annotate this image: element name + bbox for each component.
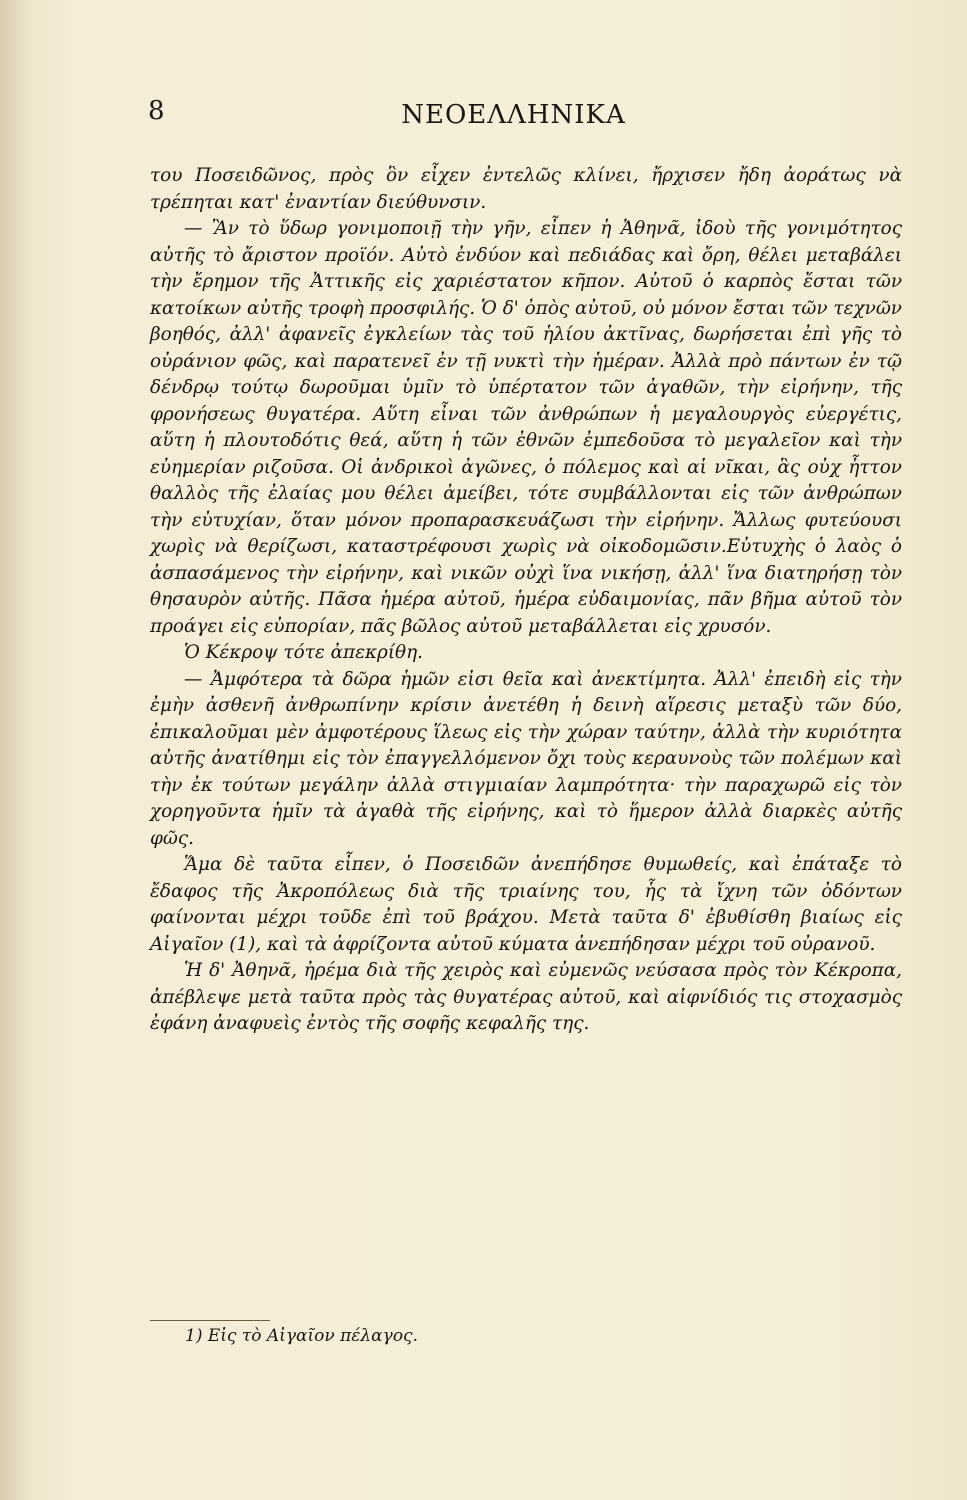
footnote: 1) Εἰς τὸ Αἰγαῖον πέλαγος. (185, 1326, 418, 1346)
paragraph-6: Ἡ δ' Ἀθηνᾶ, ἠρέμα διὰ τῆς χειρὸς καὶ εὐμενῶς νεύσασα πρὸς τὸν Κέκροπα, ἀπέβλεψε μετὰ ταῦτα πρὸς τὰς θυγατέρας αὐτοῦ, καὶ αἰφνίδιός τις στοχασμὸς ἐφάνη ἀναφυεὶς ἐντὸς τῆς σοφῆς κεφαλῆς της. (150, 960, 902, 1034)
binding-shadow (0, 0, 30, 1500)
page-number: 8 (148, 96, 165, 126)
footnote-rule (150, 1320, 270, 1321)
paragraph-4: — Ἀμφότερα τὰ δῶρα ἡμῶν εἰσι θεῖα καὶ ἀνεκτίμητα. Ἀλλ' ἐπειδὴ εἰς τὴν ἐμὴν ἀσθενῆ ἀνθρωπίνην κρίσιν ἀνετέθη ἡ δεινὴ αἵρεσις μεταξὺ τῶν δύο, ἐπικαλοῦμαι μὲν ἀμφοτέρους ἵλεως εἰς τὴν χώραν ταύτην, ἀλλὰ τὴν κυριότητα αὐτῆς ἀνατίθημι εἰς τὸν ἐπαγγελλόμενον ὄχι τοὺς κεραυνοὺς τῶν πολέμων καὶ τὴν ἐκ τούτων μεγάλην ἀλλὰ στιγμιαίαν λαμπρότητα· τὴν παραχωρῶ εἰς τὸν χορηγοῦντα ἡμῖν τὰ ἀγαθὰ τῆς εἰρήνης, καὶ τὸ ἥμερον ἀλλὰ διαρκὲς αὐτῆς φῶς. (150, 668, 902, 849)
running-title: ΝΕΟΕΛΛΗΝΙΚΑ (401, 100, 626, 130)
paragraph-3: Ὁ Κέκροψ τότε ἀπεκρίθη. (184, 642, 423, 663)
paragraph-2: — Ἂν τὸ ὕδωρ γονιμοποιῇ τὴν γῆν, εἶπεν ἡ Ἀθηνᾶ, ἰδοὺ τῆς γονιμότητος αὐτῆς τὸ ἄριστον προϊόν. Αὐτὸ ἐνδύον καὶ πεδιάδας καὶ ὄρη, θέλει μεταβάλει τὴν ἔρημον τῆς Ἀττικῆς εἰς χαριέστατον κῆπον. Αὐτοῦ ὁ καρπὸς ἔσται τῶν κατοίκων αὐτῆς τροφὴ προσφιλής. Ὁ δ' ὀπὸς αὐτοῦ, οὐ μόνον ἔσται τῶν τεχνῶν βοηθός, ἀλλ' ἀφανεῖς ἐγκλείων τὰς τοῦ ἡλίου ἀκτῖνας, δωρήσεται ἐπὶ γῆς τὸ οὐράνιον φῶς, καὶ παρατενεῖ ἐν τῇ νυκτὶ τὴν ἡμέραν. Ἀλλὰ πρὸ πάντων ἐν τῷ δένδρῳ τούτῳ δωροῦμαι ὑμῖν τὸ ὑπέρτατον τῶν ἀγαθῶν, τὴν εἰρήνην, τῆς φρονήσεως θυγατέρα. Αὕτη εἶναι τῶν ἀνθρώπων ἡ μεγαλουργὸς εὐεργέτις, αὕτη ἡ πλουτοδότις θεά, αὕτη ἡ τῶν ἐθνῶν ἐμπεδοῦσα τὸ μεγαλεῖον καὶ τὴν εὐημερίαν ριζοῦσα. Οἱ ἀνδρικοὶ ἀγῶνες, ὁ πόλεμος καὶ αἱ νῖκαι, ἃς οὐχ ἧττον θαλλὸς τῆς ἐλαίας μου θέλει ἀμείβει, τότε συμβάλλονται εἰς τῶν ἀνθρώπων τὴν εὐτυχίαν, ὅταν μόνον προπαρασκευάζωσι τὴν εἰρήνην. Ἄλλως φυτεύουσι χωρὶς νὰ θερίζωσι, καταστρέφουσι χωρὶς νὰ οἰκοδομῶσιν.Εὐτυχὴς ὁ λαὸς ὁ ἀσπασάμενος τὴν εἰρήνην, καὶ νικῶν οὐχὶ ἵνα νικήσῃ, ἀλλ' ἵνα διατηρήσῃ τὸν θησαυρὸν αὐτῆς. Πᾶσα ἡμέρα αὐτοῦ, ἡμέρα εὐδαιμονίας, πᾶν βῆμα αὐτοῦ τὸν προάγει εἰς εὐπορίαν, πᾶς βῶλος αὐτοῦ μεταβάλλεται εἰς χρυσόν. (150, 218, 902, 637)
body-text (150, 163, 902, 1038)
paragraph-1: του Ποσειδῶνος, πρὸς ὃν εἶχεν ἐντελῶς κλίνει, ἤρχισεν ἤδη ἀοράτως νὰ τρέπηται κατ' ἐναντίαν διεύθυνσιν. (150, 165, 902, 213)
paragraph-5: Ἅμα δὲ ταῦτα εἶπεν, ὁ Ποσειδῶν ἀνεπήδησε θυμωθείς, καὶ ἐπάταξε τὸ ἔδαφος τῆς Ἀκροπόλεως διὰ τῆς τριαίνης του, ἧς τὰ ἴχνη τῶν ὀδόντων φαίνονται μέχρι τοῦδε ἐπὶ τοῦ βράχου. Μετὰ ταῦτα δ' ἐβυθίσθη βιαίως εἰς Αἰγαῖον (1), καὶ τὰ ἀφρίζοντα αὐτοῦ κύματα ἀνεπήδησαν μέχρι τοῦ οὐρανοῦ. (150, 854, 902, 955)
